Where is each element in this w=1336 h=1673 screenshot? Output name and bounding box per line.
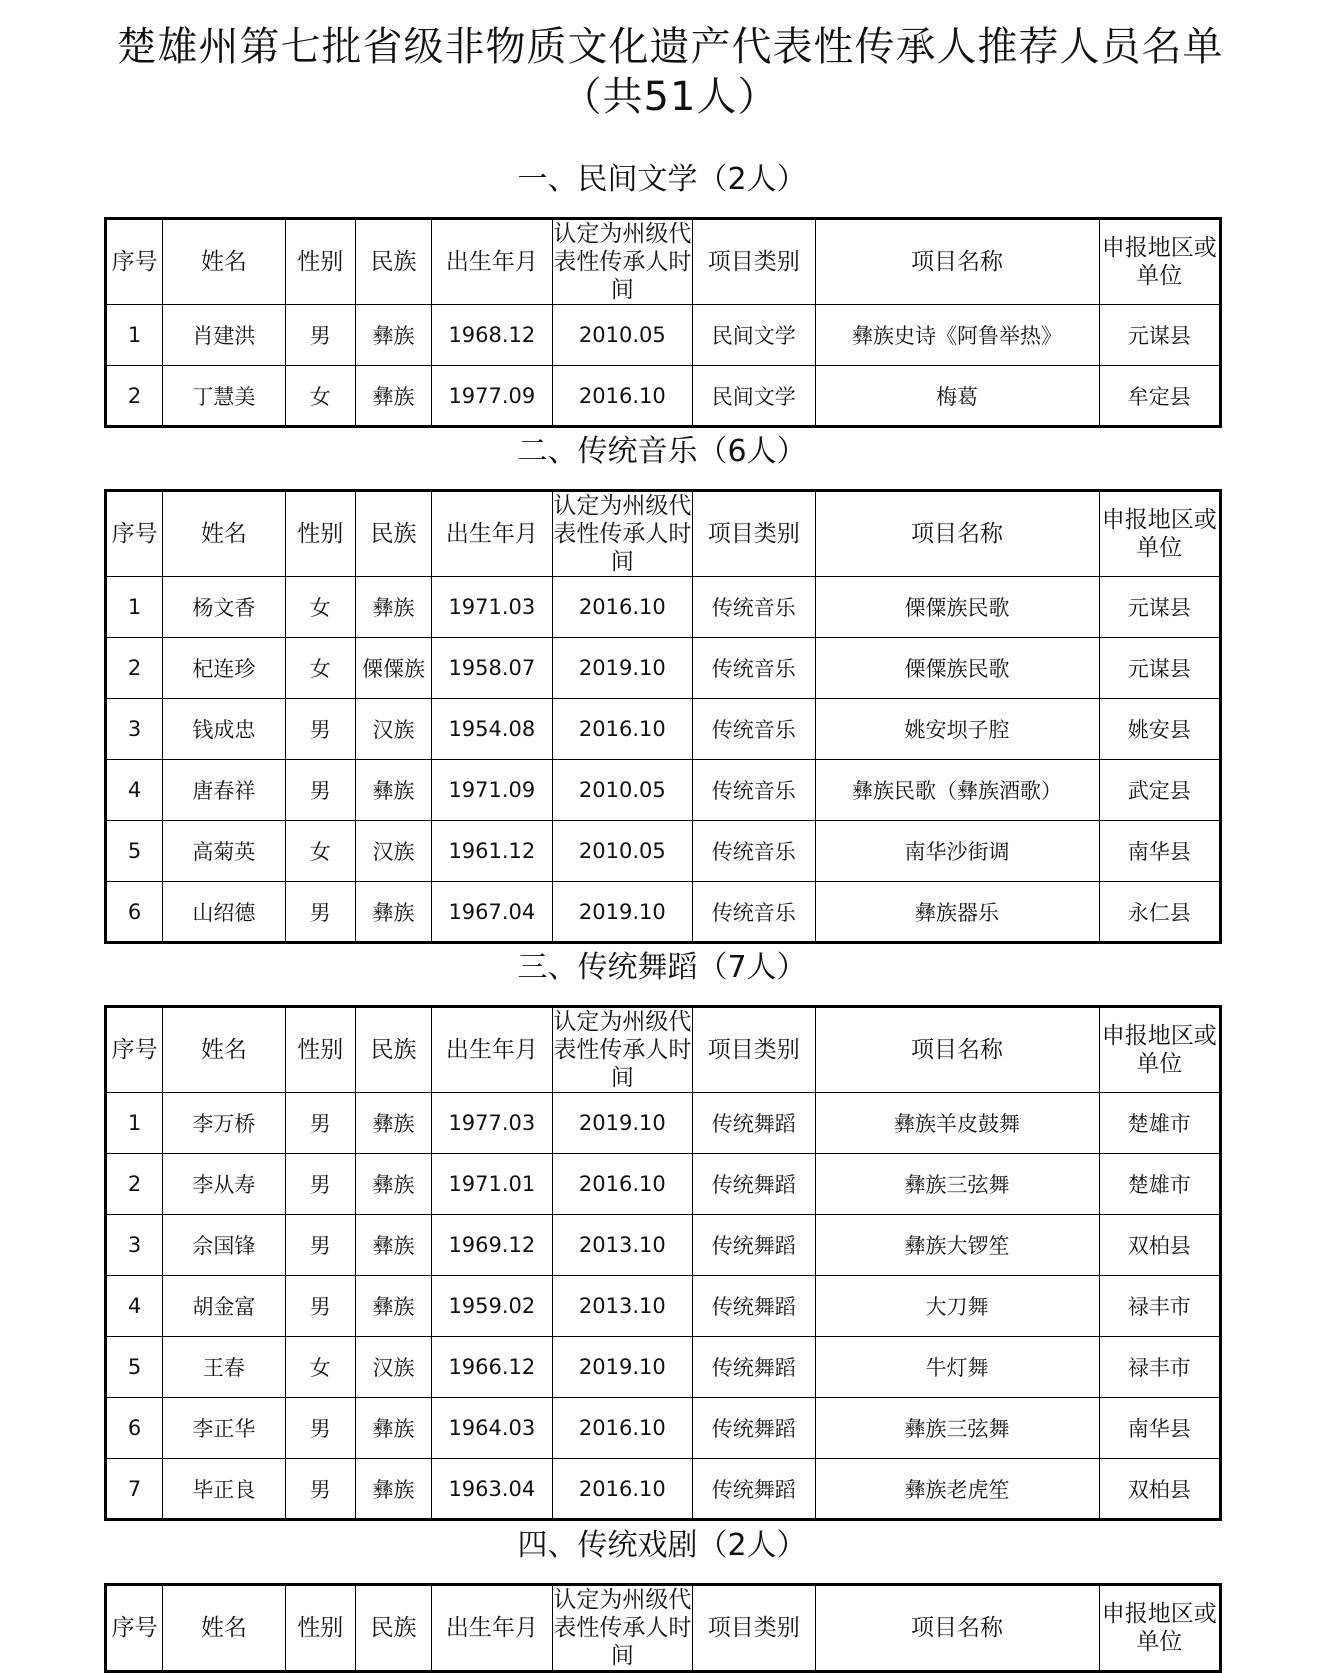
cell-region: 姚安县 [1099,699,1220,760]
column-header-project: 项目名称 [815,491,1099,577]
column-header-name: 姓名 [163,491,285,577]
cell-region: 南华县 [1099,1398,1220,1459]
column-header-category: 项目类别 [693,1585,815,1672]
cell-recognized: 2019.10 [552,1337,693,1398]
table-row [106,699,1221,760]
cell-index: 5 [106,821,163,882]
cell-region: 南华县 [1099,821,1220,882]
cell-region: 元谋县 [1099,305,1220,366]
column-header-recognized: 认定为州级代表性传承人时间 [552,491,693,577]
cell-name: 李正华 [163,1398,285,1459]
cell-birth: 1967.04 [432,882,552,943]
column-header-recognized: 认定为州级代表性传承人时间 [552,219,693,305]
table-row [106,1093,1221,1154]
cell-ethnicity: 彝族 [355,1215,431,1276]
cell-index: 1 [106,305,163,366]
column-header-index: 序号 [106,1007,163,1093]
cell-category: 传统音乐 [693,699,815,760]
table-row [106,1154,1221,1215]
cell-gender: 女 [285,1337,355,1398]
cell-name: 佘国锋 [163,1215,285,1276]
cell-region: 禄丰市 [1099,1276,1220,1337]
column-header-region: 申报地区或单位 [1099,1007,1220,1093]
cell-birth: 1969.12 [432,1215,552,1276]
table-row [106,1215,1221,1276]
cell-birth: 1971.03 [432,577,552,638]
section-table [104,1005,1222,1521]
cell-category: 传统舞蹈 [693,1459,815,1520]
section-heading: 四、传统戏剧（2人） [517,1528,807,1563]
column-header-gender: 性别 [285,1007,355,1093]
document-title: 楚雄州第七批省级非物质文化遗产代表性传承人推荐人员名单（共51人） [116,24,1224,120]
table-row [106,577,1221,638]
cell-index: 4 [106,760,163,821]
column-header-region: 申报地区或单位 [1099,1585,1220,1672]
column-header-recognized: 认定为州级代表性传承人时间 [552,1007,693,1093]
column-header-birth: 出生年月 [432,491,552,577]
cell-birth: 1966.12 [432,1337,552,1398]
cell-region: 双柏县 [1099,1459,1220,1520]
column-header-project: 项目名称 [815,1007,1099,1093]
cell-ethnicity: 彝族 [355,1398,431,1459]
cell-project: 姚安坝子腔 [815,699,1099,760]
cell-birth: 1964.03 [432,1398,552,1459]
cell-gender: 男 [285,699,355,760]
column-header-ethnicity: 民族 [355,219,431,305]
cell-index: 2 [106,638,163,699]
section-heading: 一、民间文学（2人） [517,162,807,197]
column-header-birth: 出生年月 [432,219,552,305]
table-row [106,638,1221,699]
cell-category: 传统音乐 [693,882,815,943]
cell-region: 元谋县 [1099,638,1220,699]
column-header-category: 项目类别 [693,491,815,577]
cell-ethnicity: 彝族 [355,1093,431,1154]
cell-ethnicity: 彝族 [355,305,431,366]
column-header-index: 序号 [106,219,163,305]
cell-category: 传统舞蹈 [693,1276,815,1337]
table-row [106,760,1221,821]
cell-gender: 男 [285,1459,355,1520]
cell-project: 彝族羊皮鼓舞 [815,1093,1099,1154]
table-header-row [106,1585,1221,1672]
column-header-region: 申报地区或单位 [1099,491,1220,577]
column-header-ethnicity: 民族 [355,1585,431,1672]
section-heading: 三、传统舞蹈（7人） [517,950,807,985]
cell-gender: 男 [285,760,355,821]
cell-project: 彝族史诗《阿鲁举热》 [815,305,1099,366]
column-header-project: 项目名称 [815,219,1099,305]
cell-category: 传统舞蹈 [693,1093,815,1154]
section-heading: 二、传统音乐（6人） [517,434,807,469]
column-header-name: 姓名 [163,219,285,305]
table-row [106,1337,1221,1398]
cell-recognized: 2013.10 [552,1276,693,1337]
cell-recognized: 2019.10 [552,1093,693,1154]
cell-recognized: 2019.10 [552,882,693,943]
cell-project: 彝族器乐 [815,882,1099,943]
cell-ethnicity: 彝族 [355,366,431,427]
cell-index: 1 [106,577,163,638]
cell-region: 楚雄市 [1099,1093,1220,1154]
cell-region: 元谋县 [1099,577,1220,638]
cell-gender: 男 [285,1215,355,1276]
section-table [104,217,1222,428]
cell-index: 3 [106,699,163,760]
cell-project: 彝族三弦舞 [815,1398,1099,1459]
cell-recognized: 2016.10 [552,1154,693,1215]
cell-birth: 1959.02 [432,1276,552,1337]
cell-project: 牛灯舞 [815,1337,1099,1398]
cell-gender: 男 [285,305,355,366]
cell-project: 彝族老虎笙 [815,1459,1099,1520]
table-row [106,366,1221,427]
cell-name: 丁慧美 [163,366,285,427]
cell-recognized: 2013.10 [552,1215,693,1276]
cell-birth: 1958.07 [432,638,552,699]
cell-category: 传统舞蹈 [693,1398,815,1459]
cell-category: 传统音乐 [693,760,815,821]
column-header-project: 项目名称 [815,1585,1099,1672]
cell-index: 4 [106,1276,163,1337]
cell-name: 毕正良 [163,1459,285,1520]
cell-recognized: 2016.10 [552,577,693,638]
cell-category: 传统音乐 [693,821,815,882]
cell-category: 民间文学 [693,366,815,427]
cell-name: 钱成忠 [163,699,285,760]
cell-name: 胡金富 [163,1276,285,1337]
cell-category: 传统音乐 [693,638,815,699]
column-header-birth: 出生年月 [432,1585,552,1672]
column-header-birth: 出生年月 [432,1007,552,1093]
cell-ethnicity: 彝族 [355,1459,431,1520]
column-header-region: 申报地区或单位 [1099,219,1220,305]
cell-category: 民间文学 [693,305,815,366]
section-table [104,1583,1222,1673]
table-row [106,821,1221,882]
cell-recognized: 2016.10 [552,1459,693,1520]
column-header-category: 项目类别 [693,1007,815,1093]
cell-gender: 男 [285,1276,355,1337]
table-row [106,882,1221,943]
cell-birth: 1977.09 [432,366,552,427]
column-header-name: 姓名 [163,1007,285,1093]
cell-category: 传统舞蹈 [693,1337,815,1398]
column-header-recognized: 认定为州级代表性传承人时间 [552,1585,693,1672]
cell-category: 传统舞蹈 [693,1154,815,1215]
cell-index: 1 [106,1093,163,1154]
table-header-row [106,219,1221,305]
cell-ethnicity: 汉族 [355,699,431,760]
cell-project: 南华沙街调 [815,821,1099,882]
cell-name: 山绍德 [163,882,285,943]
cell-name: 杨文香 [163,577,285,638]
cell-name: 王春 [163,1337,285,1398]
cell-birth: 1977.03 [432,1093,552,1154]
column-header-name: 姓名 [163,1585,285,1672]
cell-name: 高菊英 [163,821,285,882]
cell-region: 双柏县 [1099,1215,1220,1276]
table-row [106,1276,1221,1337]
cell-recognized: 2016.10 [552,699,693,760]
table-row [106,1398,1221,1459]
cell-index: 2 [106,366,163,427]
cell-project: 傈僳族民歌 [815,638,1099,699]
cell-name: 唐春祥 [163,760,285,821]
cell-project: 傈僳族民歌 [815,577,1099,638]
cell-gender: 女 [285,821,355,882]
cell-project: 彝族大锣笙 [815,1215,1099,1276]
cell-ethnicity: 傈僳族 [355,638,431,699]
cell-recognized: 2010.05 [552,305,693,366]
column-header-index: 序号 [106,1585,163,1672]
cell-project: 大刀舞 [815,1276,1099,1337]
cell-name: 李从寿 [163,1154,285,1215]
cell-project: 彝族民歌（彝族酒歌） [815,760,1099,821]
column-header-ethnicity: 民族 [355,491,431,577]
cell-ethnicity: 彝族 [355,577,431,638]
cell-index: 7 [106,1459,163,1520]
cell-ethnicity: 彝族 [355,1276,431,1337]
cell-category: 传统舞蹈 [693,1215,815,1276]
column-header-index: 序号 [106,491,163,577]
cell-gender: 男 [285,1398,355,1459]
table-row [106,305,1221,366]
cell-recognized: 2016.10 [552,1398,693,1459]
cell-gender: 男 [285,1154,355,1215]
cell-gender: 女 [285,638,355,699]
cell-name: 杞连珍 [163,638,285,699]
cell-birth: 1961.12 [432,821,552,882]
cell-index: 2 [106,1154,163,1215]
cell-region: 永仁县 [1099,882,1220,943]
cell-region: 武定县 [1099,760,1220,821]
cell-gender: 女 [285,577,355,638]
column-header-gender: 性别 [285,219,355,305]
table-row [106,1459,1221,1520]
section-table [104,489,1222,944]
cell-recognized: 2010.05 [552,821,693,882]
column-header-ethnicity: 民族 [355,1007,431,1093]
cell-project: 梅葛 [815,366,1099,427]
cell-birth: 1971.09 [432,760,552,821]
cell-recognized: 2019.10 [552,638,693,699]
cell-ethnicity: 汉族 [355,1337,431,1398]
column-header-gender: 性别 [285,491,355,577]
cell-index: 6 [106,1398,163,1459]
cell-recognized: 2016.10 [552,366,693,427]
cell-ethnicity: 彝族 [355,1154,431,1215]
cell-index: 3 [106,1215,163,1276]
cell-ethnicity: 彝族 [355,760,431,821]
cell-birth: 1968.12 [432,305,552,366]
table-header-row [106,491,1221,577]
cell-name: 李万桥 [163,1093,285,1154]
cell-category: 传统音乐 [693,577,815,638]
cell-gender: 男 [285,882,355,943]
cell-project: 彝族三弦舞 [815,1154,1099,1215]
cell-ethnicity: 汉族 [355,821,431,882]
cell-birth: 1963.04 [432,1459,552,1520]
table-header-row [106,1007,1221,1093]
cell-index: 5 [106,1337,163,1398]
cell-region: 牟定县 [1099,366,1220,427]
cell-gender: 男 [285,1093,355,1154]
cell-index: 6 [106,882,163,943]
column-header-category: 项目类别 [693,219,815,305]
column-header-gender: 性别 [285,1585,355,1672]
cell-gender: 女 [285,366,355,427]
cell-ethnicity: 彝族 [355,882,431,943]
cell-region: 楚雄市 [1099,1154,1220,1215]
cell-recognized: 2010.05 [552,760,693,821]
cell-birth: 1971.01 [432,1154,552,1215]
cell-name: 肖建洪 [163,305,285,366]
cell-birth: 1954.08 [432,699,552,760]
cell-region: 禄丰市 [1099,1337,1220,1398]
